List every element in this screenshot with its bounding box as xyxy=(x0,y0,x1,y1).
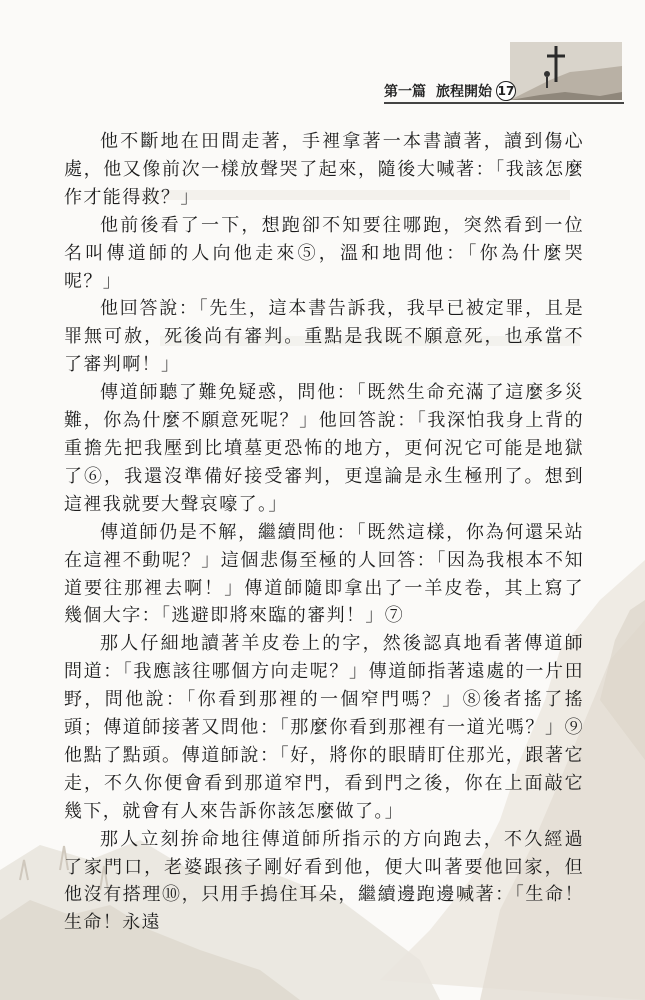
part-label: 第一篇 xyxy=(384,84,426,100)
paragraph: 他前後看了一下，想跑卻不知要往哪跑，突然看到一位名叫傳道師的人向他走來⑤，溫和地問他：「你為什麼哭呢？」 xyxy=(64,214,584,292)
body-text xyxy=(64,128,584,937)
paragraph: 傳道師聽了難免疑惑，問他：「既然生命充滿了這麼多災難，你為什麼不願意死呢？」他回答說：「我深怕我身上背的重擔先把我壓到比墳墓更恐怖的地方，更何況它可能是地獄了⑥，我還沒準備好接受審判，更遑論是永生極刑了。想到這裡我就要大聲哀嚎了。」 xyxy=(64,382,584,515)
header-rule xyxy=(384,102,624,104)
page-header xyxy=(384,80,516,102)
paragraph: 他回答說：「先生，這本書告訴我，我早已被定罪，且是罪無可赦，死後尚有審判。重點是我既不願意死，也承當不了審判啊！」 xyxy=(64,298,584,376)
paragraph: 那人仔細地讀著羊皮卷上的字，然後認真地看著傳道師問道：「我應該往哪個方向走呢？」傳道師指著遠處的一片田野，問他說：「你看到那裡的一個窄門嗎？」⑧後者搖了搖頭；傳道師接著又問他：「那麼你看到那裡有一道光嗎？」⑨他點了點頭。傳道師說：「好，將你的眼睛盯住那光，跟著它走，不久你便會看到那道窄門，看到門之後，你在上面敲它幾下，就會有人來告訴你該怎麼做了。」 xyxy=(64,633,584,822)
chapter-title: 旅程開始 xyxy=(436,84,492,100)
cross-vignette xyxy=(510,42,622,100)
page-number: 17 xyxy=(496,81,516,101)
paragraph: 他不斷地在田間走著，手裡拿著一本書讀著，讀到傷心處，他又像前次一樣放聲哭了起來，隨後大喊著：「我該怎麼作才能得救？」 xyxy=(64,131,584,208)
paragraph: 那人立刻拚命地往傳道師所指示的方向跑去，不久經過了家門口，老婆跟孩子剛好看到他，便大叫著要他回家，但他沒有搭理⑩，只用手摀住耳朵，繼續邊跑邊喊著：「生命！生命！永遠 xyxy=(64,828,584,934)
paragraph: 傳道師仍是不解，繼續問他：「既然這樣，你為何還呆站在這裡不動呢？」這個悲傷至極的人回答：「因為我根本不知道要往那裡去啊！」傳道師隨即拿出了一羊皮卷，其上寫了幾個大字：「逃避即將來臨的審判！」⑦ xyxy=(64,521,584,627)
